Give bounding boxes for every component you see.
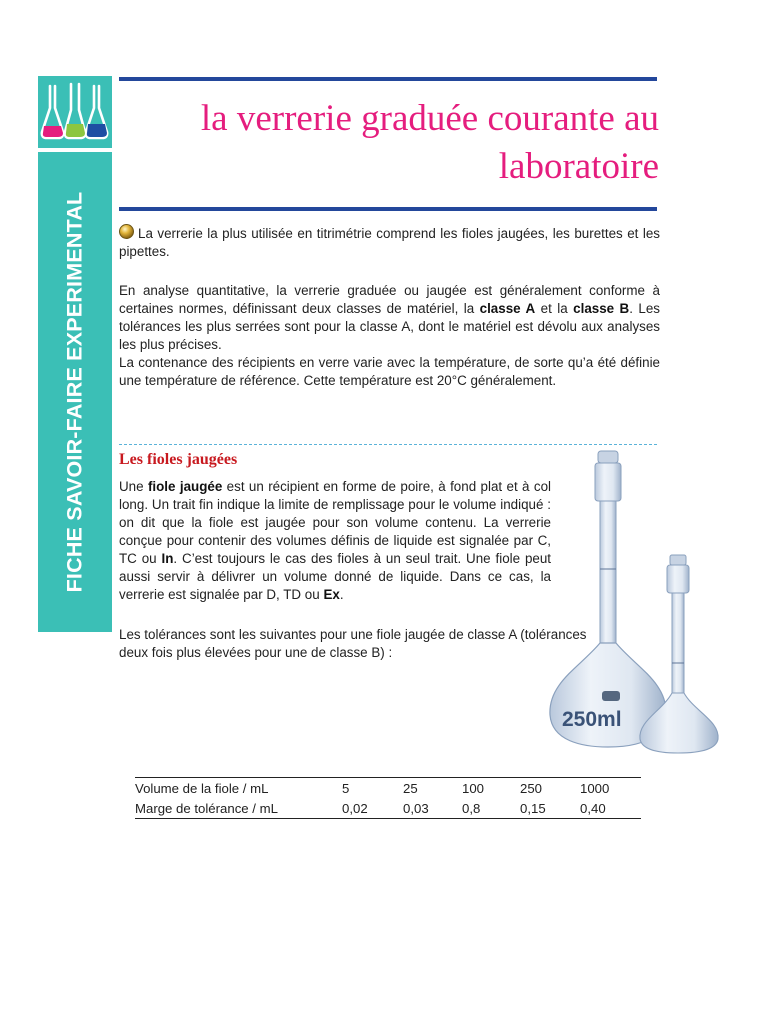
table-cell: 0,40 — [580, 800, 606, 816]
intro-paragraph-2 — [119, 282, 660, 390]
title-top-rule — [119, 77, 657, 81]
volumetric-flasks-image — [540, 445, 730, 755]
section-text-c: . C’est toujours le cas des fioles à un seul trait. Une fiole peut aussi servir à délivrer un volume donné de liquide. Dans ce cas, la verrerie est signalée par D, TD ou — [119, 551, 552, 602]
table-cell: 100 — [462, 780, 485, 796]
table-row — [135, 798, 641, 819]
intro-paragraph-1 — [119, 224, 660, 261]
table-cell: 250 — [520, 780, 543, 796]
lab-flasks-logo — [38, 76, 112, 148]
table-cell: 25 — [403, 780, 418, 796]
flask-capacity-label: 250ml — [562, 708, 622, 731]
section-paragraph-2: Les tolérances sont les suivantes pour une fiole jaugée de classe A (tolérances deux fois plus élevées pour une de classe B) : — [119, 627, 587, 660]
page-title — [119, 95, 659, 191]
table-cell: 0,03 — [403, 800, 429, 816]
small-flask — [640, 555, 718, 753]
table-cell: 1000 — [580, 780, 610, 796]
flasks-icon — [38, 76, 112, 148]
section-text-b: est un récipient en forme de poire, à fond plat et à col long. Un trait fin indique la limite de remplissage pour le volume indiqué : on dit que la fiole est jaugée pour son volume contenu. La verrerie conçue pour contenir des volumes définis de liquide est signalée par C, TC ou — [119, 479, 551, 566]
classe-b-term: classe B — [573, 301, 630, 316]
table-row — [135, 778, 641, 799]
classe-a-term: classe A — [479, 301, 536, 316]
table-cell: 0,15 — [520, 800, 546, 816]
table-cell: 5 — [342, 780, 350, 796]
bullet-sphere-icon — [119, 224, 134, 239]
row-header: Volume de la fiole / mL — [135, 780, 269, 796]
fiole-jaugee-term: fiole jaugée — [147, 479, 223, 494]
title-bottom-rule — [119, 207, 657, 211]
table-cell: 0,8 — [462, 800, 481, 816]
large-flask — [550, 451, 666, 747]
intro-text-2b: et la — [535, 301, 574, 316]
tolerance-table — [135, 777, 641, 819]
title-line-1: la verrerie graduée courante au — [200, 98, 659, 139]
sidebar-label: FICHE SAVOIR-FAIRE EXPERIMENTAL — [62, 191, 87, 593]
section-text-a: Une — [119, 479, 148, 494]
ex-term: Ex — [323, 587, 340, 602]
intro-text-2c: . Les tolérances les plus serrées sont pour la classe A, dont le matériel est dévolu aux analyses les plus précises. — [119, 301, 660, 352]
section-title: Les fioles jaugées — [119, 451, 238, 468]
in-term: In — [161, 551, 174, 566]
row-header: Marge de tolérance / mL — [135, 800, 278, 816]
intro-text-2d: La contenance des récipients en verre varie avec la température, de sorte qu’a été définie une température de référence. Cette température est 20°C généralement. — [119, 355, 660, 388]
intro-text-2a: En analyse quantitative, la verrerie graduée ou jaugée est généralement conforme à certaines normes, définissant deux classes de matériel, la — [119, 283, 660, 316]
intro-text-1: La verrerie la plus utilisée en titrimétrie comprend les fioles jaugées, les burettes et les pipettes. — [119, 226, 660, 259]
title-line-2: laboratoire — [498, 146, 659, 187]
section-text-d: . — [339, 587, 344, 602]
section-paragraph-1 — [119, 478, 551, 604]
table-cell: 0,02 — [342, 800, 368, 816]
